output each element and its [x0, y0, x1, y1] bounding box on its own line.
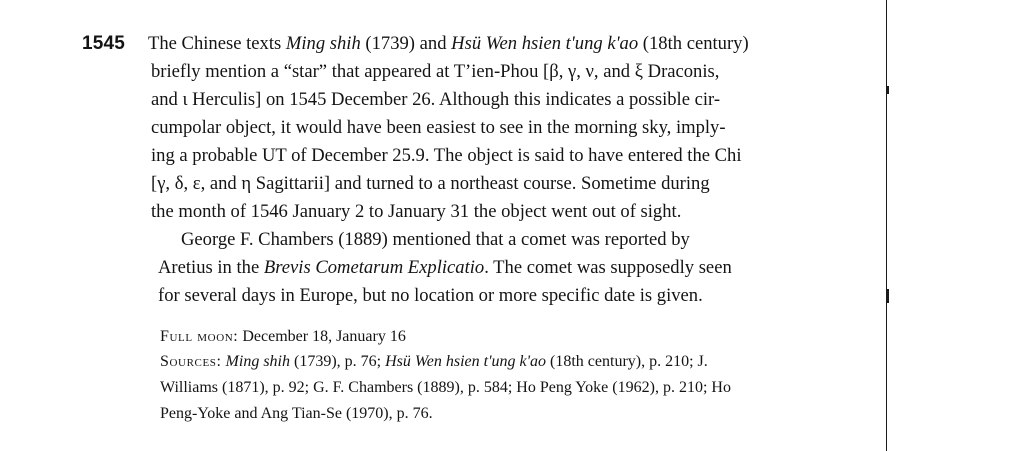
paragraph-1-line-7: the month of 1546 January 2 to January 31 the object went out of sight.	[151, 201, 682, 222]
paragraph-2-line-3: for several days in Europe, but no location or more specific date is given.	[158, 285, 703, 306]
text-span: (18th century), p. 210; J.	[546, 353, 708, 370]
text-span: The Chinese texts	[148, 33, 286, 54]
sources-label: Sources:	[160, 353, 222, 370]
paragraph-2-line-2	[158, 256, 732, 280]
full-moon-text: December 18, January 16	[238, 328, 406, 345]
italic-title: Hsü Wen hsien t'ung k'ao	[451, 33, 639, 54]
paragraph-1-line-1	[148, 32, 749, 56]
paragraph-1-line-4: cumpolar object, it would have been easiest to see in the morning sky, imply-	[151, 117, 726, 138]
full-moon-note	[160, 326, 406, 348]
text-span: . The comet was supposedly seen	[484, 257, 732, 278]
paragraph-2-line-1: George F. Chambers (1889) mentioned that a comet was reported by	[181, 229, 690, 250]
page-edge-mark	[886, 289, 889, 303]
paragraph-1-line-3: and ι Herculis] on 1545 December 26. Although this indicates a possible cir-	[151, 89, 721, 110]
italic-title: Ming shih	[225, 353, 290, 370]
page-edge-mark	[886, 86, 889, 94]
italic-title: Brevis Cometarum Explicatio	[263, 257, 485, 278]
sources-line-1	[160, 351, 708, 373]
paragraph-1-line-6: [γ, δ, ε, and η Sagittarii] and turned to a northeast course. Sometime during	[151, 173, 710, 194]
text-span: Aretius in the	[158, 257, 264, 278]
text-span: (1739), p. 76;	[290, 353, 386, 370]
text-span: (18th century)	[638, 33, 749, 54]
italic-title: Hsü Wen hsien t'ung k'ao	[385, 353, 547, 370]
full-moon-label: Full moon:	[160, 328, 239, 345]
paragraph-1-line-5: ing a probable UT of December 25.9. The object is said to have entered the Chi	[151, 145, 742, 166]
sources-line-3: Peng-Yoke and Ang Tian-Se (1970), p. 76.	[160, 405, 433, 422]
page-edge-rule	[886, 0, 887, 451]
italic-title: Ming shih	[285, 33, 361, 54]
text-span: (1739) and	[360, 33, 452, 54]
entry-year: 1545	[82, 33, 126, 54]
sources-line-2: Williams (1871), p. 92; G. F. Chambers (1889), p. 584; Ho Peng Yoke (1962), p. 210; Ho	[160, 379, 731, 396]
paragraph-1-line-2: briefly mention a “star” that appeared at T’ien-Phou [β, γ, ν, and ξ Draconis,	[151, 61, 720, 82]
